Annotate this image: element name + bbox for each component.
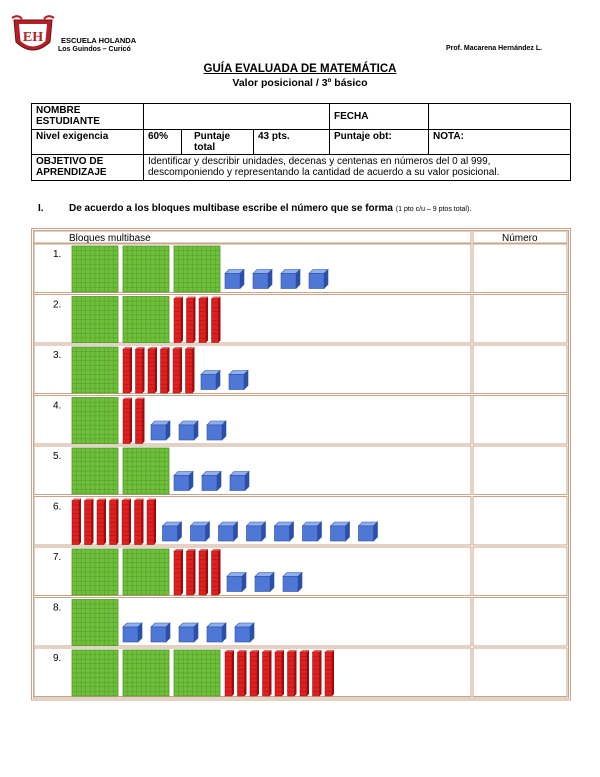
ten-rod [110,499,119,545]
ten-rod [238,650,247,696]
hundred-block [72,600,118,646]
total-label: Puntaje total [182,130,254,155]
unit-cube [275,522,294,541]
table-row [34,497,567,546]
ten-rod [85,499,94,545]
ten-rod [173,347,182,393]
unit-cube [227,573,246,592]
row-label: 9. [53,653,62,664]
teacher-name: Prof. Macarena Hernández L. [446,45,543,52]
ten-rod [250,650,259,696]
ten-rod [123,347,132,393]
table-header [34,231,567,244]
header-number-label: Número [502,233,538,244]
hundred-block [123,297,169,343]
unit-cube [174,472,193,491]
ten-rod [212,297,221,343]
unit-cube [331,522,350,541]
number-answer-cell[interactable] [473,497,567,546]
number-answer-cell[interactable] [473,345,567,394]
ten-rod [97,499,106,545]
row-label: 6. [53,501,62,513]
ten-rod [187,549,196,595]
unit-cube [207,421,226,440]
ten-rod [275,650,284,696]
unit-cube [207,623,226,642]
unit-cube [253,270,272,289]
unit-cube [235,623,254,642]
unit-cube [255,573,274,592]
document-subtitle: Valor posicional / 3º básico [232,77,368,89]
number-answer-cell[interactable] [473,598,567,647]
table-row [34,547,567,596]
ten-rod [199,297,208,343]
hundred-block [123,650,169,696]
number-answer-cell[interactable] [473,446,567,495]
number-answer-cell[interactable] [473,295,567,344]
unit-cube [225,270,244,289]
ten-rod [174,297,183,343]
unit-cube [303,522,322,541]
document-title: GUÍA EVALUADA DE MATEMÁTICA [203,63,397,75]
unit-cube [283,573,302,592]
table-row [34,598,567,647]
obtained-label[interactable]: Puntaje obt: [330,130,429,155]
student-info-table [31,103,571,181]
hundred-block [174,246,220,292]
table-row [34,648,567,697]
ten-rod [123,398,132,444]
points-note: (1 pto c/u – 9 ptos total). [395,206,472,213]
unit-cube [281,270,300,289]
table-row [34,345,567,394]
row-label: 3. [53,350,62,361]
hundred-block [72,650,118,696]
section-instruction [38,203,471,214]
number-answer-cell[interactable] [473,547,567,596]
number-answer-cell[interactable] [473,244,567,293]
row-label: 4. [53,400,62,412]
hundred-block [72,297,118,343]
unit-cube [230,472,249,491]
unit-cube [151,623,170,642]
ten-rod [263,650,272,696]
row-label: 2. [53,299,62,311]
ten-rod [161,347,170,393]
unit-cube [179,623,198,642]
table-row [34,295,567,344]
unit-cube [359,522,378,541]
number-answer-cell[interactable] [473,396,567,445]
header-blocks-label: Bloques multibase [69,233,151,244]
row-label: 8. [53,602,62,614]
unit-cube [151,421,170,440]
row-label: 1. [53,249,62,260]
table-row [34,244,567,293]
unit-cube [229,371,248,390]
ten-rod [136,398,145,444]
ten-rod [199,549,208,595]
grade-label[interactable]: NOTA: [429,130,571,155]
objective-label: OBJETIVO DE APRENDIZAJE [32,155,144,181]
school-name: ESCUELA HOLANDA [61,36,137,45]
student-field[interactable] [144,104,330,130]
ten-rod [72,499,81,545]
table-row [34,446,567,495]
exercise-table [31,228,571,702]
ten-rod [122,499,131,545]
number-answer-cell[interactable] [473,648,567,697]
ten-rod [174,549,183,595]
school-location: Los Guindos – Curicó [58,46,131,53]
hundred-block [72,549,118,595]
hundred-block [123,246,169,292]
unit-cube [247,522,266,541]
hundred-block [123,549,169,595]
level-label: Nivel exigencia [32,130,144,155]
ten-rod [186,347,195,393]
level-value: 60% [144,130,182,155]
student-label: NOMBRE ESTUDIANTE [32,104,144,130]
unit-cube [202,472,221,491]
date-field[interactable] [429,104,571,130]
ten-rod [148,347,157,393]
hundred-block [174,650,220,696]
ten-rod [212,549,221,595]
row-label: 5. [53,451,62,462]
hundred-block [72,398,118,444]
logo-initials: EH [22,30,44,45]
unit-cube [201,371,220,390]
hundred-block [72,246,118,292]
ten-rod [136,347,145,393]
unit-cube [163,522,182,541]
ten-rod [325,650,334,696]
instruction-text: De acuerdo a los bloques multibase escribe el número que se forma [69,203,393,214]
ten-rod [288,650,297,696]
ten-rod [147,499,156,545]
row-label: 7. [53,552,62,563]
total-value: 43 pts. [254,130,330,155]
ten-rod [187,297,196,343]
ten-rod [135,499,144,545]
hundred-block [123,448,169,494]
unit-cube [309,270,328,289]
unit-cube [219,522,238,541]
ten-rod [313,650,322,696]
hundred-block [72,347,118,393]
objective-text: Identificar y describir unidades, decenas y centenas en números del 0 al 999, descomponiendo y representando la cantidad de acuerdo a su valor posicional. [144,155,571,181]
date-label: FECHA [330,104,429,130]
table-row [34,396,567,445]
section-number: I. [38,203,44,214]
ten-rod [225,650,234,696]
school-logo [10,14,56,60]
unit-cube [191,522,210,541]
unit-cube [123,623,142,642]
ten-rod [300,650,309,696]
unit-cube [179,421,198,440]
hundred-block [72,448,118,494]
